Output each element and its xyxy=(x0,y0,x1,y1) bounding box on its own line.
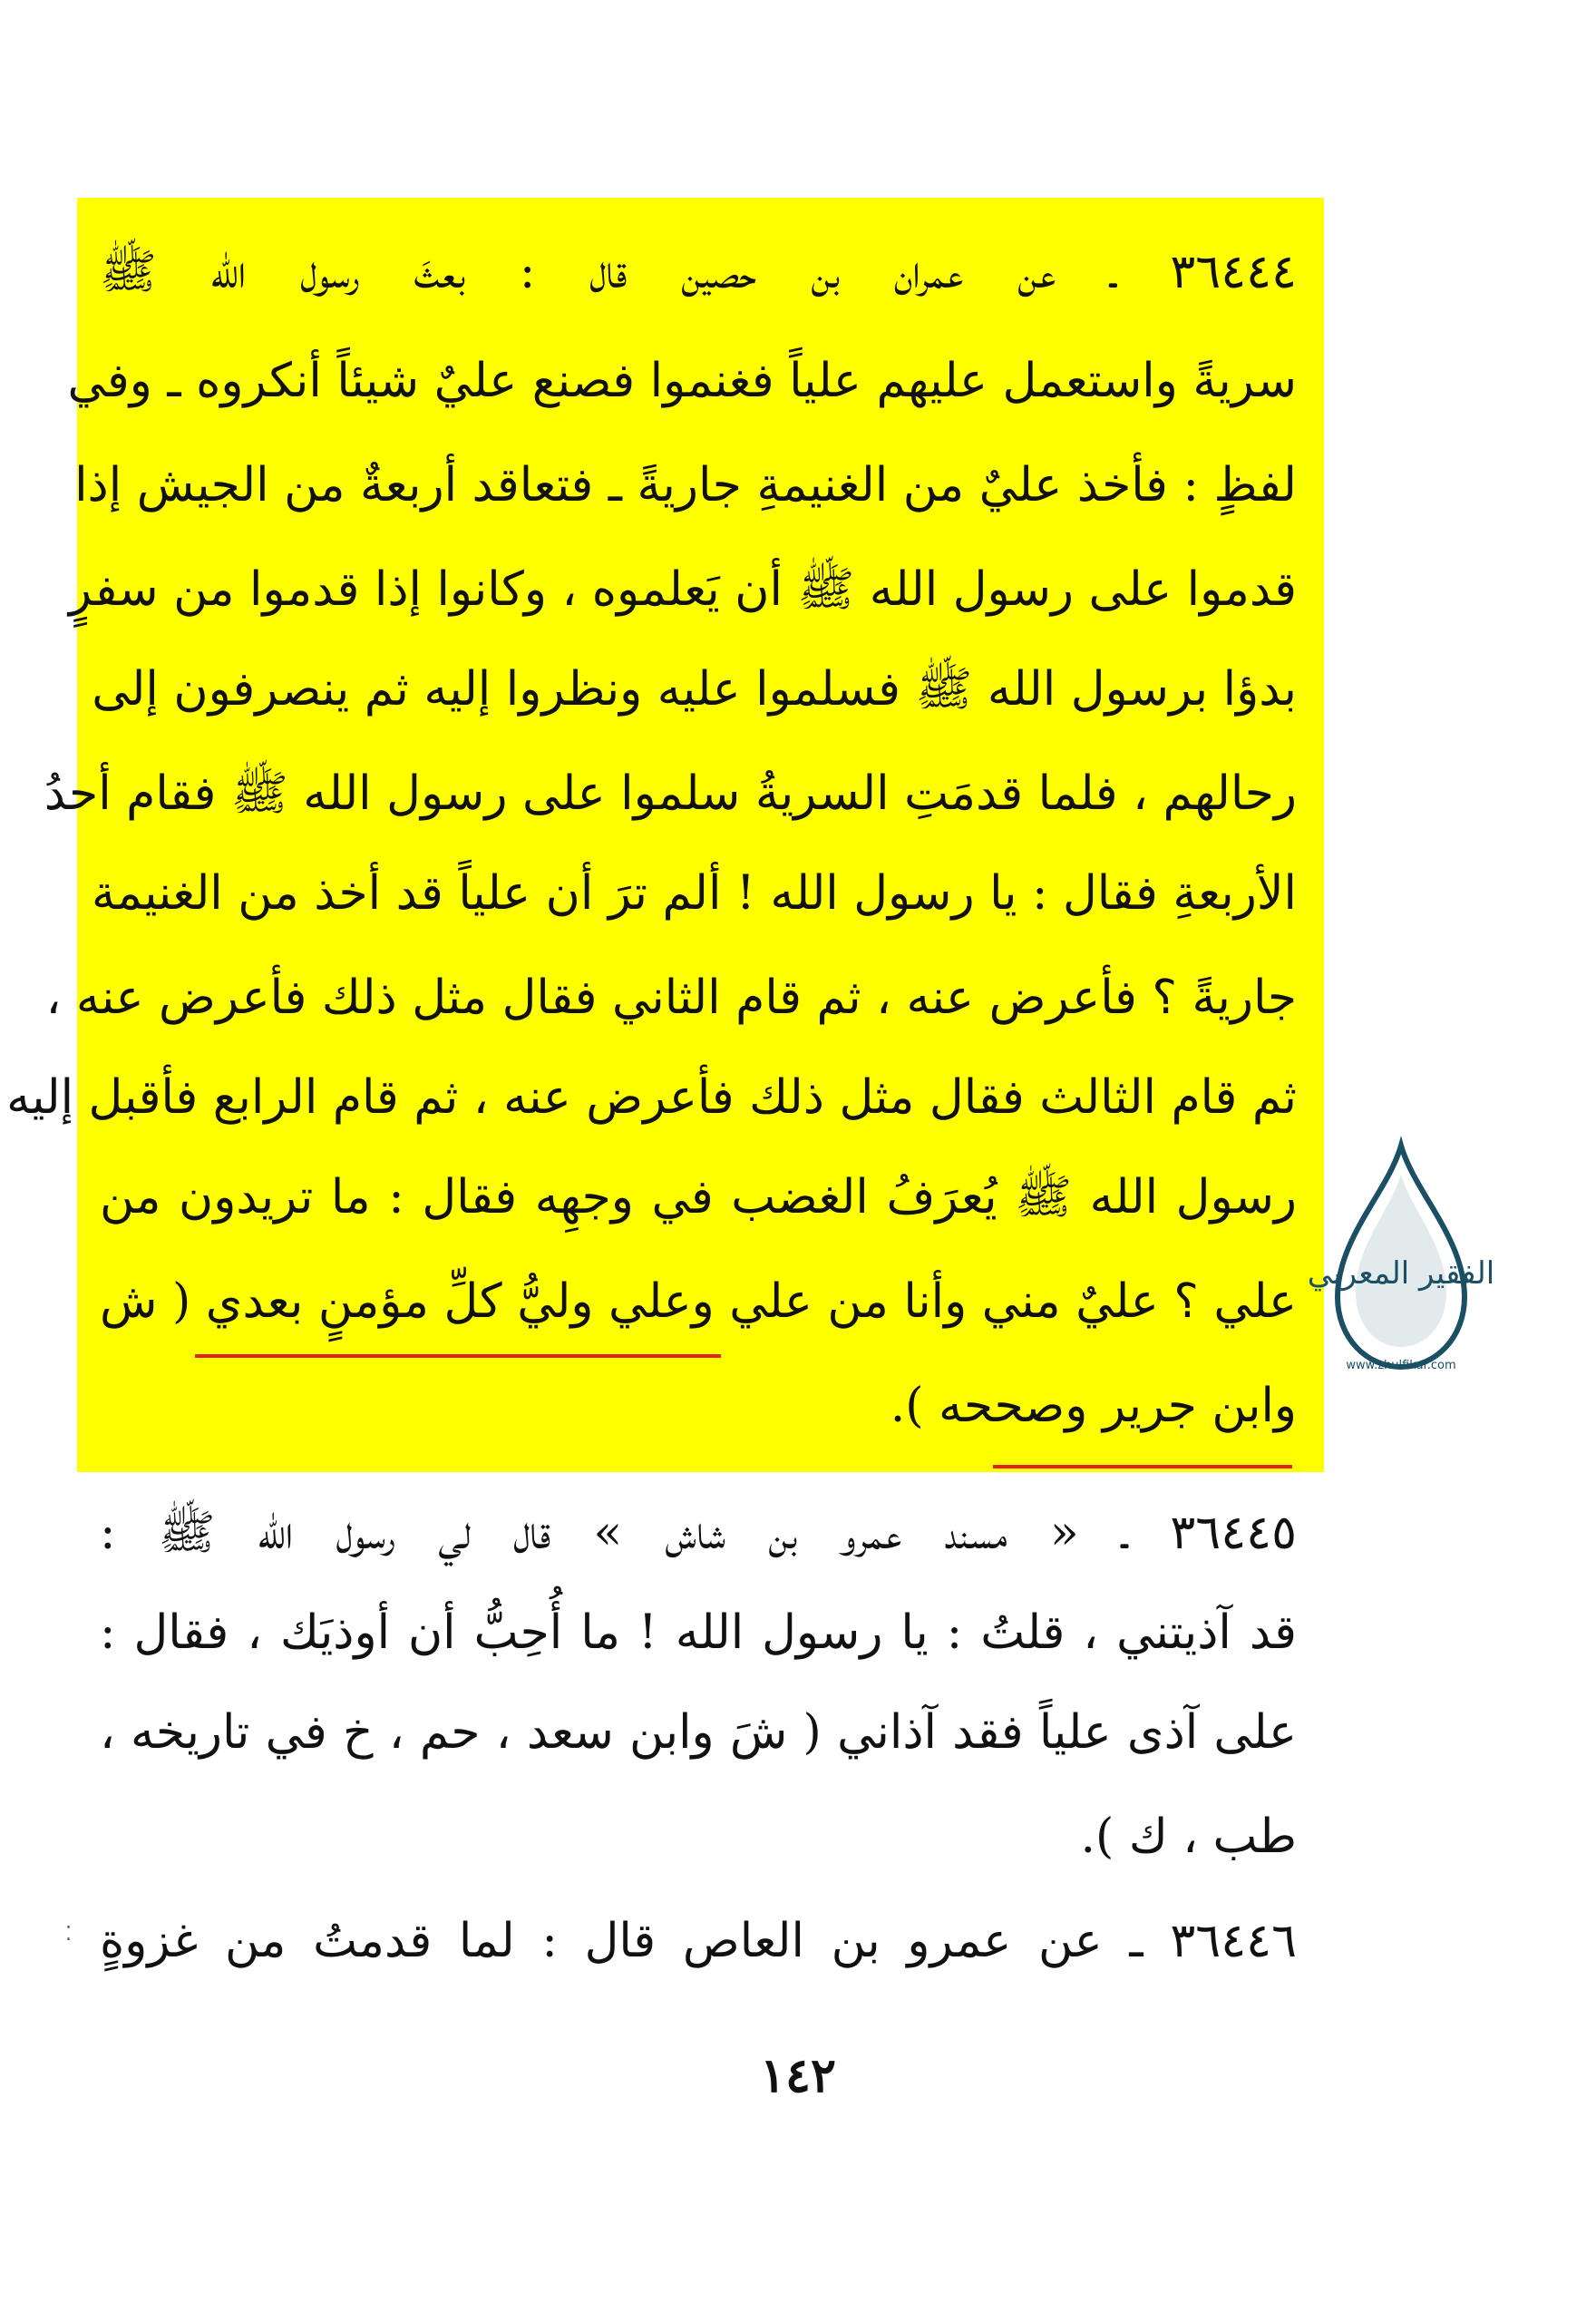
text-line: رحالهم ، فلما قدمَتِ السريةُ سلموا على رسول الله ﷺ فقام أحدُ xyxy=(44,766,1297,821)
text-line: لفظٍ : فأخذ عليٌ من الغنيمةِ جاريةً ـ فتعاقد أربعةٌ من الجيش إذا xyxy=(74,458,1297,512)
text-line: ٣٦٤٤٤ ـ عن عمران بن حصين قال : بعثَ رسول الله ﷺ xyxy=(100,245,1297,299)
text-line: على آذى علياً فقد آذاني ( شَ وابن سعد ، حم ، خ في تاريخه ، xyxy=(100,1705,1297,1760)
text-line: ٣٦٤٤٦ ـ عن عمرو بن العاص قال : لما قدمتُ من غزوةٍ xyxy=(100,1914,1297,1968)
text-line: علي ؟ عليٌ مني وأنا من علي وعلي وليُّ كلِّ مؤمنٍ بعدي ( ش xyxy=(99,1274,1297,1329)
text-line: ٣٦٤٤٥ ـ « مسند عمرو بن شاش » قال لي رسول الله ﷺ : xyxy=(100,1506,1297,1560)
text-line: جاريةً ؟ فأعرض عنه ، ثم قام الثاني فقال مثل ذلك فأعرض عنه ، xyxy=(45,971,1297,1025)
watermark-url: www.zhulfikar.com xyxy=(1346,1359,1456,1372)
text-line: بدؤا برسول الله ﷺ فسلموا عليه ونظروا إليه ثم ينصرفون إلى xyxy=(92,662,1297,717)
text-line: ثم قام الثالث فقال مثل ذلك فأعرض عنه ، ثم قام الرابع فأقبل إليه xyxy=(6,1070,1297,1125)
text-line: قدموا على رسول الله ﷺ أن يَعلموه ، وكانوا إذا قدموا من سفرٍ xyxy=(68,562,1297,617)
red-underline xyxy=(993,1465,1292,1468)
text-line: سريةً واستعمل عليهم علياً فغنموا فصنع عليٌ شيئاً أنكروه ـ وفي xyxy=(67,354,1297,408)
text-line: رسول الله ﷺ يُعرَفُ الغضب في وجهِه فقال : ما تريدون من xyxy=(100,1170,1297,1224)
text-line: طب ، ك ). xyxy=(1080,1810,1297,1864)
logo-lettering: الفقير المعربي xyxy=(1307,1255,1495,1292)
page-number: ١٤٢ xyxy=(760,2048,836,2103)
watermark-logo xyxy=(1307,1138,1495,1374)
text-line: وابن جرير وصححه ). xyxy=(890,1379,1297,1433)
text-line: الأربعةِ فقال : يا رسول الله ! ألم ترَ أن علياً قد أخذ من الغنيمة xyxy=(92,866,1297,921)
red-underline xyxy=(195,1354,721,1358)
scan-speck: ⁚ xyxy=(65,1923,72,1946)
text-line: قد آذيتني ، قلتُ : يا رسول الله ! ما أُحِبُّ أن أوذيَك ، فقال : xyxy=(100,1605,1297,1660)
